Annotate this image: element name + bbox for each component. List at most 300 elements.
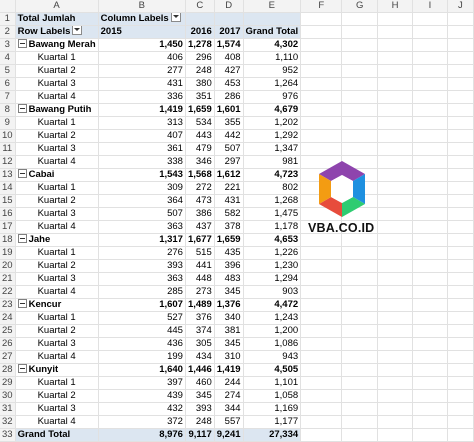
value-cell[interactable]: 1,230 — [243, 260, 301, 273]
cell[interactable] — [413, 299, 447, 312]
cell[interactable] — [447, 26, 473, 39]
cell[interactable] — [447, 169, 473, 182]
cell[interactable] — [243, 13, 301, 26]
cell[interactable] — [301, 104, 342, 117]
collapse-icon[interactable] — [18, 234, 27, 243]
quarter-label[interactable]: Kuartal 1 — [15, 52, 98, 65]
quarter-label[interactable]: Kuartal 4 — [15, 286, 98, 299]
group-total-cell[interactable]: 4,679 — [243, 104, 301, 117]
value-cell[interactable]: 1,178 — [243, 221, 301, 234]
value-cell[interactable]: 363 — [98, 221, 185, 234]
cell[interactable] — [301, 299, 342, 312]
cell[interactable] — [413, 78, 447, 91]
cell[interactable] — [377, 273, 412, 286]
column-header-i[interactable]: I — [413, 0, 447, 13]
cell[interactable] — [447, 325, 473, 338]
value-cell[interactable]: 434 — [185, 351, 214, 364]
group-total-cell[interactable]: 1,450 — [98, 39, 185, 52]
cell[interactable] — [377, 52, 412, 65]
quarter-label[interactable]: Kuartal 1 — [15, 182, 98, 195]
value-cell[interactable]: 943 — [243, 351, 301, 364]
group-total-cell[interactable]: 1,419 — [98, 104, 185, 117]
cell[interactable] — [447, 65, 473, 78]
cell[interactable] — [301, 52, 342, 65]
cell[interactable] — [413, 169, 447, 182]
value-cell[interactable]: 1,058 — [243, 390, 301, 403]
cell[interactable] — [377, 221, 412, 234]
cell[interactable] — [447, 52, 473, 65]
cell[interactable] — [377, 39, 412, 52]
row-header-18[interactable]: 18 — [0, 234, 15, 247]
cell[interactable] — [413, 156, 447, 169]
quarter-label[interactable]: Kuartal 1 — [15, 247, 98, 260]
group-total-cell[interactable]: 1,574 — [214, 39, 243, 52]
value-cell[interactable]: 981 — [243, 156, 301, 169]
value-cell[interactable]: 338 — [98, 156, 185, 169]
row-header-17[interactable]: 17 — [0, 221, 15, 234]
quarter-label[interactable]: Kuartal 4 — [15, 416, 98, 429]
quarter-label[interactable]: Kuartal 1 — [15, 312, 98, 325]
group-total-cell[interactable]: 1,659 — [185, 104, 214, 117]
year-header-2017[interactable]: 2017 — [214, 26, 243, 39]
grand-total-header[interactable]: Grand Total — [243, 26, 301, 39]
cell[interactable] — [342, 247, 377, 260]
cell[interactable] — [413, 39, 447, 52]
group-label-cell[interactable] — [15, 39, 98, 52]
value-cell[interactable]: 1,110 — [243, 52, 301, 65]
value-cell[interactable]: 1,177 — [243, 416, 301, 429]
row-header-3[interactable]: 3 — [0, 39, 15, 52]
cell[interactable] — [447, 299, 473, 312]
group-total-cell[interactable]: 1,607 — [98, 299, 185, 312]
column-header-g[interactable]: G — [342, 0, 377, 13]
cell[interactable] — [447, 247, 473, 260]
group-total-cell[interactable]: 1,376 — [214, 299, 243, 312]
quarter-label[interactable]: Kuartal 2 — [15, 65, 98, 78]
cell[interactable] — [413, 403, 447, 416]
value-cell[interactable]: 1,169 — [243, 403, 301, 416]
cell[interactable] — [301, 143, 342, 156]
group-total-cell[interactable]: 1,317 — [98, 234, 185, 247]
cell[interactable] — [377, 390, 412, 403]
column-header-b[interactable]: B — [98, 0, 185, 13]
cell[interactable] — [447, 143, 473, 156]
cell[interactable] — [185, 13, 214, 26]
group-total-cell[interactable]: 4,505 — [243, 364, 301, 377]
cell[interactable] — [413, 234, 447, 247]
value-cell[interactable]: 345 — [214, 286, 243, 299]
cell[interactable] — [447, 130, 473, 143]
cell[interactable] — [342, 234, 377, 247]
cell[interactable] — [413, 26, 447, 39]
cell[interactable] — [377, 286, 412, 299]
cell[interactable] — [342, 325, 377, 338]
column-header-c[interactable]: C — [185, 0, 214, 13]
cell[interactable] — [342, 143, 377, 156]
value-cell[interactable]: 381 — [214, 325, 243, 338]
cell[interactable] — [447, 286, 473, 299]
grand-total-cell[interactable]: 9,117 — [185, 429, 214, 442]
cell[interactable] — [301, 338, 342, 351]
group-total-cell[interactable]: 4,723 — [243, 169, 301, 182]
value-cell[interactable]: 436 — [98, 338, 185, 351]
row-header-24[interactable]: 24 — [0, 312, 15, 325]
year-header-2015[interactable]: 2015 — [98, 26, 185, 39]
cell[interactable] — [342, 91, 377, 104]
cell[interactable] — [342, 403, 377, 416]
value-cell[interactable]: 448 — [185, 273, 214, 286]
collapse-icon[interactable] — [18, 299, 27, 308]
value-cell[interactable]: 443 — [185, 130, 214, 143]
column-header-h[interactable]: H — [377, 0, 412, 13]
value-cell[interactable]: 248 — [185, 65, 214, 78]
cell[interactable] — [447, 429, 473, 442]
value-cell[interactable]: 376 — [185, 312, 214, 325]
quarter-label[interactable]: Kuartal 2 — [15, 390, 98, 403]
value-cell[interactable]: 309 — [98, 182, 185, 195]
row-header-2[interactable]: 2 — [0, 26, 15, 39]
value-cell[interactable]: 393 — [185, 403, 214, 416]
cell[interactable] — [301, 26, 342, 39]
group-total-cell[interactable]: 1,419 — [214, 364, 243, 377]
cell[interactable] — [342, 312, 377, 325]
pivot-value-label[interactable]: Total Jumlah — [15, 13, 98, 26]
cell[interactable] — [342, 260, 377, 273]
value-cell[interactable]: 340 — [214, 312, 243, 325]
cell[interactable] — [447, 338, 473, 351]
value-cell[interactable]: 1,292 — [243, 130, 301, 143]
group-label-cell[interactable] — [15, 104, 98, 117]
cell[interactable] — [447, 403, 473, 416]
quarter-label[interactable]: Kuartal 3 — [15, 403, 98, 416]
value-cell[interactable]: 386 — [185, 208, 214, 221]
quarter-label[interactable]: Kuartal 2 — [15, 130, 98, 143]
cell[interactable] — [377, 13, 412, 26]
value-cell[interactable]: 445 — [98, 325, 185, 338]
value-cell[interactable]: 432 — [98, 403, 185, 416]
column-header-a[interactable]: A — [15, 0, 98, 13]
cell[interactable] — [342, 299, 377, 312]
select-all-corner[interactable] — [0, 0, 15, 13]
value-cell[interactable]: 374 — [185, 325, 214, 338]
cell[interactable] — [301, 39, 342, 52]
cell[interactable] — [301, 65, 342, 78]
cell[interactable] — [301, 325, 342, 338]
quarter-label[interactable]: Kuartal 1 — [15, 377, 98, 390]
group-total-cell[interactable]: 1,612 — [214, 169, 243, 182]
cell[interactable] — [342, 78, 377, 91]
value-cell[interactable]: 351 — [185, 91, 214, 104]
cell[interactable] — [301, 273, 342, 286]
row-header-7[interactable]: 7 — [0, 91, 15, 104]
value-cell[interactable]: 393 — [98, 260, 185, 273]
value-cell[interactable]: 285 — [98, 286, 185, 299]
row-header-9[interactable]: 9 — [0, 117, 15, 130]
value-cell[interactable]: 296 — [185, 52, 214, 65]
value-cell[interactable]: 346 — [185, 156, 214, 169]
cell[interactable] — [342, 104, 377, 117]
cell[interactable] — [377, 338, 412, 351]
group-total-cell[interactable]: 1,489 — [185, 299, 214, 312]
group-total-cell[interactable]: 4,653 — [243, 234, 301, 247]
cell[interactable] — [413, 195, 447, 208]
collapse-icon[interactable] — [18, 104, 27, 113]
value-cell[interactable]: 313 — [98, 117, 185, 130]
value-cell[interactable]: 273 — [185, 286, 214, 299]
year-header-2016[interactable]: 2016 — [185, 26, 214, 39]
cell[interactable] — [342, 390, 377, 403]
value-cell[interactable]: 297 — [214, 156, 243, 169]
quarter-label[interactable]: Kuartal 2 — [15, 260, 98, 273]
quarter-label[interactable]: Kuartal 4 — [15, 91, 98, 104]
cell[interactable] — [413, 273, 447, 286]
value-cell[interactable]: 199 — [98, 351, 185, 364]
value-cell[interactable]: 1,268 — [243, 195, 301, 208]
cell[interactable] — [377, 130, 412, 143]
cell[interactable] — [447, 13, 473, 26]
row-header-28[interactable]: 28 — [0, 364, 15, 377]
cell[interactable] — [447, 91, 473, 104]
row-header-25[interactable]: 25 — [0, 325, 15, 338]
row-header-20[interactable]: 20 — [0, 260, 15, 273]
quarter-label[interactable]: Kuartal 4 — [15, 156, 98, 169]
value-cell[interactable]: 361 — [98, 143, 185, 156]
collapse-icon[interactable] — [18, 169, 27, 178]
value-cell[interactable]: 507 — [214, 143, 243, 156]
cell[interactable] — [301, 286, 342, 299]
grand-total-cell[interactable]: 27,334 — [243, 429, 301, 442]
group-total-cell[interactable]: 1,640 — [98, 364, 185, 377]
row-header-6[interactable]: 6 — [0, 78, 15, 91]
cell[interactable] — [377, 416, 412, 429]
cell[interactable] — [413, 143, 447, 156]
cell[interactable] — [377, 364, 412, 377]
cell[interactable] — [377, 403, 412, 416]
cell[interactable] — [301, 91, 342, 104]
group-total-cell[interactable]: 1,278 — [185, 39, 214, 52]
value-cell[interactable]: 437 — [185, 221, 214, 234]
grand-total-cell[interactable]: 9,241 — [214, 429, 243, 442]
cell[interactable] — [447, 195, 473, 208]
column-filter-dropdown-icon[interactable] — [171, 13, 181, 23]
cell[interactable] — [342, 26, 377, 39]
cell[interactable] — [377, 351, 412, 364]
value-cell[interactable]: 903 — [243, 286, 301, 299]
column-header-j[interactable]: J — [447, 0, 473, 13]
cell[interactable] — [447, 208, 473, 221]
cell[interactable] — [342, 39, 377, 52]
cell[interactable] — [342, 130, 377, 143]
collapse-icon[interactable] — [18, 364, 27, 373]
value-cell[interactable]: 372 — [98, 416, 185, 429]
quarter-label[interactable]: Kuartal 4 — [15, 351, 98, 364]
cell[interactable] — [413, 286, 447, 299]
group-total-cell[interactable]: 1,677 — [185, 234, 214, 247]
row-header-5[interactable]: 5 — [0, 65, 15, 78]
value-cell[interactable]: 272 — [185, 182, 214, 195]
value-cell[interactable]: 802 — [243, 182, 301, 195]
value-cell[interactable]: 221 — [214, 182, 243, 195]
row-header-26[interactable]: 26 — [0, 338, 15, 351]
row-header-23[interactable]: 23 — [0, 299, 15, 312]
row-header-31[interactable]: 31 — [0, 403, 15, 416]
quarter-label[interactable]: Kuartal 2 — [15, 195, 98, 208]
row-header-27[interactable]: 27 — [0, 351, 15, 364]
value-cell[interactable]: 527 — [98, 312, 185, 325]
cell[interactable] — [413, 65, 447, 78]
row-header-13[interactable]: 13 — [0, 169, 15, 182]
group-total-cell[interactable]: 1,543 — [98, 169, 185, 182]
cell[interactable] — [447, 364, 473, 377]
cell[interactable] — [447, 260, 473, 273]
value-cell[interactable]: 431 — [214, 195, 243, 208]
cell[interactable] — [413, 260, 447, 273]
value-cell[interactable]: 364 — [98, 195, 185, 208]
cell[interactable] — [413, 104, 447, 117]
cell[interactable] — [214, 13, 243, 26]
cell[interactable] — [447, 182, 473, 195]
column-header-f[interactable]: F — [301, 0, 342, 13]
cell[interactable] — [301, 78, 342, 91]
cell[interactable] — [301, 390, 342, 403]
cell[interactable] — [342, 13, 377, 26]
value-cell[interactable]: 407 — [98, 130, 185, 143]
value-cell[interactable]: 286 — [214, 91, 243, 104]
value-cell[interactable]: 336 — [98, 91, 185, 104]
value-cell[interactable]: 460 — [185, 377, 214, 390]
cell[interactable] — [447, 39, 473, 52]
cell[interactable] — [377, 195, 412, 208]
value-cell[interactable]: 406 — [98, 52, 185, 65]
value-cell[interactable]: 344 — [214, 403, 243, 416]
cell[interactable] — [301, 416, 342, 429]
row-header-32[interactable]: 32 — [0, 416, 15, 429]
cell[interactable] — [377, 26, 412, 39]
cell[interactable] — [301, 117, 342, 130]
row-header-33[interactable]: 33 — [0, 429, 15, 442]
row-header-11[interactable]: 11 — [0, 143, 15, 156]
value-cell[interactable]: 582 — [214, 208, 243, 221]
cell[interactable] — [301, 377, 342, 390]
cell[interactable] — [342, 65, 377, 78]
cell[interactable] — [301, 312, 342, 325]
cell[interactable] — [447, 78, 473, 91]
value-cell[interactable]: 1,202 — [243, 117, 301, 130]
cell[interactable] — [301, 234, 342, 247]
cell[interactable] — [447, 390, 473, 403]
row-header-12[interactable]: 12 — [0, 156, 15, 169]
column-labels-cell[interactable] — [98, 13, 185, 26]
value-cell[interactable]: 1,086 — [243, 338, 301, 351]
value-cell[interactable]: 473 — [185, 195, 214, 208]
group-label-cell[interactable] — [15, 234, 98, 247]
value-cell[interactable]: 408 — [214, 52, 243, 65]
quarter-label[interactable]: Kuartal 3 — [15, 273, 98, 286]
value-cell[interactable]: 1,226 — [243, 247, 301, 260]
cell[interactable] — [377, 78, 412, 91]
value-cell[interactable]: 276 — [98, 247, 185, 260]
collapse-icon[interactable] — [18, 39, 27, 48]
cell[interactable] — [342, 351, 377, 364]
quarter-label[interactable]: Kuartal 2 — [15, 325, 98, 338]
cell[interactable] — [377, 325, 412, 338]
row-header-1[interactable]: 1 — [0, 13, 15, 26]
row-labels-cell[interactable] — [15, 26, 98, 39]
value-cell[interactable]: 378 — [214, 221, 243, 234]
value-cell[interactable]: 427 — [214, 65, 243, 78]
cell[interactable] — [301, 130, 342, 143]
group-total-cell[interactable]: 1,659 — [214, 234, 243, 247]
value-cell[interactable]: 483 — [214, 273, 243, 286]
cell[interactable] — [377, 377, 412, 390]
cell[interactable] — [413, 221, 447, 234]
group-total-cell[interactable]: 4,302 — [243, 39, 301, 52]
cell[interactable] — [413, 130, 447, 143]
value-cell[interactable]: 442 — [214, 130, 243, 143]
cell[interactable] — [413, 377, 447, 390]
cell[interactable] — [413, 52, 447, 65]
cell[interactable] — [377, 234, 412, 247]
group-total-cell[interactable]: 1,446 — [185, 364, 214, 377]
cell[interactable] — [301, 351, 342, 364]
row-header-10[interactable]: 10 — [0, 130, 15, 143]
value-cell[interactable]: 534 — [185, 117, 214, 130]
cell[interactable] — [342, 377, 377, 390]
cell[interactable] — [377, 299, 412, 312]
group-total-cell[interactable]: 1,568 — [185, 169, 214, 182]
value-cell[interactable]: 277 — [98, 65, 185, 78]
value-cell[interactable]: 431 — [98, 78, 185, 91]
cell[interactable] — [377, 117, 412, 130]
value-cell[interactable]: 976 — [243, 91, 301, 104]
group-total-cell[interactable]: 4,472 — [243, 299, 301, 312]
cell[interactable] — [413, 364, 447, 377]
value-cell[interactable]: 1,294 — [243, 273, 301, 286]
cell[interactable] — [447, 312, 473, 325]
value-cell[interactable]: 345 — [185, 390, 214, 403]
row-header-21[interactable]: 21 — [0, 273, 15, 286]
cell[interactable] — [447, 351, 473, 364]
value-cell[interactable]: 305 — [185, 338, 214, 351]
row-header-15[interactable]: 15 — [0, 195, 15, 208]
grand-total-cell[interactable]: 8,976 — [98, 429, 185, 442]
quarter-label[interactable]: Kuartal 1 — [15, 117, 98, 130]
cell[interactable] — [377, 260, 412, 273]
cell[interactable] — [377, 143, 412, 156]
cell[interactable] — [413, 208, 447, 221]
cell[interactable] — [301, 364, 342, 377]
cell[interactable] — [301, 13, 342, 26]
cell[interactable] — [342, 52, 377, 65]
value-cell[interactable]: 310 — [214, 351, 243, 364]
cell[interactable] — [301, 247, 342, 260]
cell[interactable] — [447, 117, 473, 130]
value-cell[interactable]: 439 — [98, 390, 185, 403]
value-cell[interactable]: 397 — [98, 377, 185, 390]
row-header-30[interactable]: 30 — [0, 390, 15, 403]
cell[interactable] — [447, 416, 473, 429]
cell[interactable] — [342, 416, 377, 429]
row-filter-dropdown-icon[interactable] — [72, 26, 82, 36]
quarter-label[interactable]: Kuartal 3 — [15, 208, 98, 221]
value-cell[interactable]: 1,200 — [243, 325, 301, 338]
value-cell[interactable]: 396 — [214, 260, 243, 273]
cell[interactable] — [377, 182, 412, 195]
value-cell[interactable]: 355 — [214, 117, 243, 130]
cell[interactable] — [377, 156, 412, 169]
cell[interactable] — [413, 390, 447, 403]
cell[interactable] — [447, 234, 473, 247]
